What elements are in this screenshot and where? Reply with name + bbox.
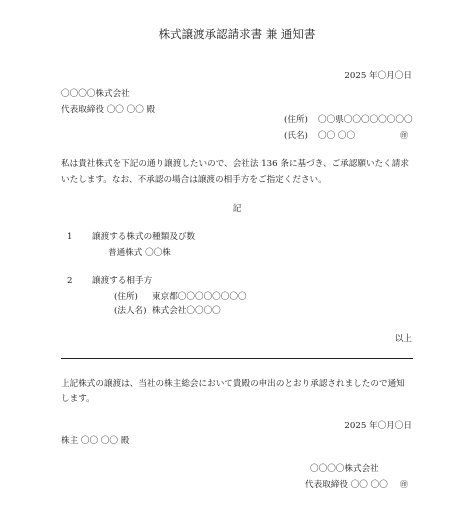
recipient-representative: 代表取締役 〇〇 〇〇 殿 <box>61 105 156 115</box>
notice-body-line-1: 上記株式の譲渡は、当社の株主総会において貴殿の申出のとおり承認されましたので通知 <box>61 379 405 389</box>
request-body-line-1: 私は貴社株式を下記の通り譲渡したいので、会社法 136 条に基づき、ご承認願いたく請求 <box>61 159 409 169</box>
ijo-closing: 以上 <box>394 334 412 344</box>
ki-heading: 記 <box>232 204 242 214</box>
request-date: 2025 年〇月〇日 <box>344 71 412 81</box>
requester-name: 〇〇 〇〇 <box>318 131 356 141</box>
item-2-corp-name: 株式会社〇〇〇〇 <box>152 306 221 316</box>
document-title: 株式譲渡承認請求書 兼 通知書 <box>158 27 316 41</box>
recipient-company: 〇〇〇〇株式会社 <box>61 89 130 99</box>
item-2-corp-label: (法人名) <box>114 306 147 316</box>
section-divider <box>61 358 413 359</box>
item-2-address-label: (住所) <box>114 292 138 302</box>
item-2-address: 東京都〇〇〇〇〇〇〇〇 <box>152 292 247 302</box>
item-2-number: 2 <box>67 276 73 286</box>
notice-representative: 代表取締役 〇〇 〇〇 <box>305 480 388 490</box>
item-1-title: 譲渡する株式の種類及び数 <box>92 232 196 242</box>
notice-date: 2025 年〇月〇日 <box>344 421 412 431</box>
item-1-value: 普通株式 〇〇株 <box>108 248 171 258</box>
notice-body-line-2: します。 <box>61 394 95 404</box>
notice-company: 〇〇〇〇株式会社 <box>310 464 379 474</box>
requester-address: 〇〇県〇〇〇〇〇〇〇〇 <box>318 115 413 125</box>
requester-address-label: (住所) <box>284 115 308 125</box>
shareholder-addressee: 株主 〇〇 〇〇 殿 <box>61 436 130 446</box>
item-1-number: 1 <box>67 232 73 242</box>
item-2-title: 譲渡する相手方 <box>92 276 153 286</box>
requester-name-label: (氏名) <box>284 131 308 141</box>
request-body-line-2: いたします。なお、不承認の場合は譲渡の相手方をご指定ください。 <box>61 175 327 185</box>
requester-seal: ㊞ <box>400 131 408 140</box>
notice-seal: ㊞ <box>400 480 408 489</box>
